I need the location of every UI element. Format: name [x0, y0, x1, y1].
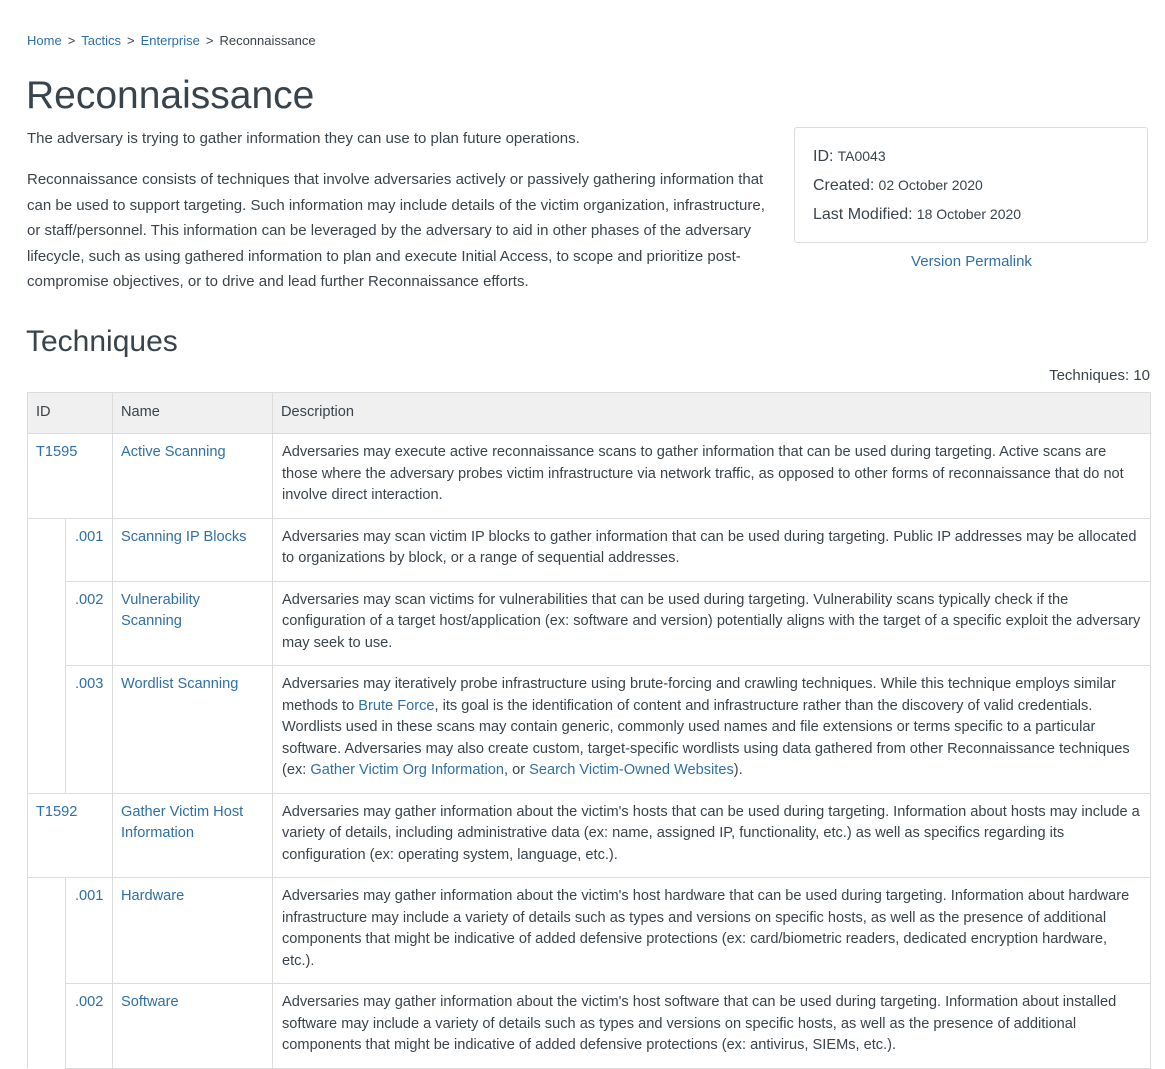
breadcrumb-tactics-link[interactable]: Tactics: [81, 33, 122, 48]
subtechnique-name-link[interactable]: Wordlist Scanning: [121, 676, 239, 692]
description-text: ).: [733, 762, 743, 778]
subtechnique-row: [28, 878, 1151, 984]
id-row: [813, 145, 1129, 174]
subtechnique-id-cell: [66, 581, 113, 666]
subtechnique-id-cell: [66, 878, 113, 984]
subtechnique-name-link[interactable]: Vulnerability Scanning: [121, 591, 200, 629]
tactic-tagline: The adversary is trying to gather information they can use to plan future operations.: [27, 130, 580, 147]
technique-row: [28, 793, 1151, 878]
subtechnique-description: [273, 666, 1151, 794]
technique-description: Adversaries may gather information about the victim's hosts that can be used during targeting. Information about hosts may include a variety of details, including administrative data (ex: name, assigned IP, functionality, etc.) as well as specifics regarding its configuration (ex: operating system, language, etc.).: [273, 793, 1151, 878]
technique-id-cell: [28, 793, 113, 878]
created-value: 02 October 2020: [878, 177, 983, 193]
subtechnique-name-link[interactable]: Software: [121, 994, 179, 1010]
subtechnique-indent: [28, 518, 66, 581]
subtechnique-name-cell: [113, 518, 273, 581]
subtechnique-id-cell: [66, 518, 113, 581]
technique-name-cell: [113, 793, 273, 878]
technique-description: Adversaries may execute active reconnaissance scans to gather information that can be used during targeting. Active scans are those where the adversary probes victim infrastructure via network traffic, as opposed to other forms of reconnaissance that do not involve direct interaction.: [273, 434, 1151, 519]
subtechnique-row: [28, 518, 1151, 581]
table-header-row: [28, 393, 1151, 434]
column-header-description: Description: [273, 393, 1151, 434]
description-text: Adversaries may iteratively probe infrastructure using brute-forcing and crawling techniques. While this technique employs similar methods to: [282, 676, 1116, 714]
subtechnique-indent: [28, 581, 66, 666]
created-label: Created:: [813, 177, 875, 194]
description-text: , its goal is the identification of content and infrastructure rather than the discovery of valid credentials. Wordlists used in these scans may contain generic, commonly used names and file extensions or terms specific to a particular software. Adversaries may also create custom, target-specific wordlists using data gathered from other Reconnaissance techniques (ex:: [282, 697, 1130, 778]
tactic-description: Reconnaissance consists of techniques that involve adversaries actively or passively gathering information that can be used to support targeting. Such information may include details of the victim organization, infrastructure, or staff/personnel. This information can be leveraged by the adversary to aid in other phases of the adversary lifecycle, such as using gathered information to plan and execute Initial Access, to scope and prioritize post-compromise objectives, or to drive and lead further Reconnaissance efforts.: [27, 171, 765, 291]
modified-row: [813, 203, 1129, 232]
subtechnique-id-link[interactable]: .002: [75, 994, 104, 1010]
subtechnique-id-link[interactable]: .003: [75, 676, 104, 692]
techniques-count: Techniques: 10: [1049, 367, 1150, 384]
technique-id-cell: [28, 434, 113, 519]
version-permalink-wrap: [794, 253, 1149, 270]
description-text: , or: [503, 762, 530, 778]
subtechnique-id-link[interactable]: .001: [75, 528, 104, 545]
subtechnique-description: Adversaries may gather information about the victim's host hardware that can be used during targeting. Information about hardware infrastructure may include a variety of details such as types and versions on specific hosts, as well as the presence of additional components that might be indicative of added defensive protections (ex: card/biometric readers, dedicated encryption hardware, etc.).: [273, 878, 1151, 984]
subtechnique-name-link[interactable]: Hardware: [121, 888, 185, 904]
page-title: Reconnaissance: [26, 74, 315, 117]
id-label: ID:: [813, 148, 834, 165]
breadcrumb-home-link[interactable]: Home: [27, 33, 62, 48]
subtechnique-description: Adversaries may scan victim IP blocks to gather information that can be used during targeting. Public IP addresses may be allocated to organizations by block, or a range of sequential addresses.: [273, 518, 1151, 581]
subtechnique-row: [28, 581, 1151, 666]
id-value: TA0043: [837, 148, 886, 164]
subtechnique-name-cell: [113, 878, 273, 984]
subtechnique-id-link[interactable]: .001: [75, 888, 104, 904]
gather-victim-org-information-link[interactable]: Gather Victim Org Information: [310, 762, 504, 778]
subtechnique-id-link[interactable]: .002: [75, 591, 104, 608]
modified-value: 18 October 2020: [916, 206, 1022, 222]
subtechnique-name-link[interactable]: Scanning IP Blocks: [121, 528, 247, 545]
search-victim-owned-websites-link[interactable]: Search Victim-Owned Websites: [529, 762, 734, 778]
subtechnique-description: Adversaries may gather information about the victim's host software that can be used during targeting. Information about installed software may include a variety of details such as types and versions on specific hosts, as well as the presence of additional components that might be indicative of added defensive protections (ex: antivirus, SIEMs, etc.).: [273, 984, 1151, 1069]
subtechnique-id-cell: [66, 666, 113, 794]
subtechnique-indent: [28, 984, 66, 1069]
brute-force-link[interactable]: Brute Force: [358, 697, 435, 714]
subtechnique-name-cell: [113, 984, 273, 1069]
subtechnique-row: [28, 666, 1151, 794]
breadcrumb-separator: >: [67, 33, 76, 48]
subtechnique-description: Adversaries may scan victims for vulnerabilities that can be used during targeting. Vulnerability scans typically check if the configuration of a target host/application (ex: software and version) potentially aligns with the target of a specific exploit the adversary may seek to use.: [273, 581, 1151, 666]
technique-name-link[interactable]: Active Scanning: [121, 444, 226, 460]
subtechnique-name-cell: [113, 581, 273, 666]
subtechnique-indent: [28, 878, 66, 984]
technique-id-link[interactable]: T1595: [36, 444, 78, 460]
subtechnique-indent: [28, 666, 66, 794]
breadcrumb-current: Reconnaissance: [219, 33, 316, 48]
version-permalink-link[interactable]: Version Permalink: [911, 253, 1032, 270]
breadcrumb-separator: >: [205, 33, 214, 48]
created-row: [813, 174, 1129, 203]
techniques-table: [27, 392, 1151, 1069]
modified-label: Last Modified:: [813, 206, 913, 223]
technique-row: [28, 434, 1151, 519]
tactic-info-card: [794, 127, 1148, 243]
column-header-name: Name: [113, 393, 273, 434]
subtechnique-id-cell: [66, 984, 113, 1069]
technique-name-cell: [113, 434, 273, 519]
breadcrumb: [27, 33, 316, 48]
techniques-heading: Techniques: [26, 325, 178, 358]
subtechnique-name-cell: [113, 666, 273, 794]
breadcrumb-enterprise-link[interactable]: Enterprise: [140, 33, 200, 48]
column-header-id: ID: [28, 393, 113, 434]
technique-id-link[interactable]: T1592: [36, 803, 78, 820]
breadcrumb-separator: >: [127, 33, 135, 48]
subtechnique-row: [28, 984, 1151, 1069]
technique-name-link[interactable]: Gather Victim Host Information: [121, 803, 244, 841]
